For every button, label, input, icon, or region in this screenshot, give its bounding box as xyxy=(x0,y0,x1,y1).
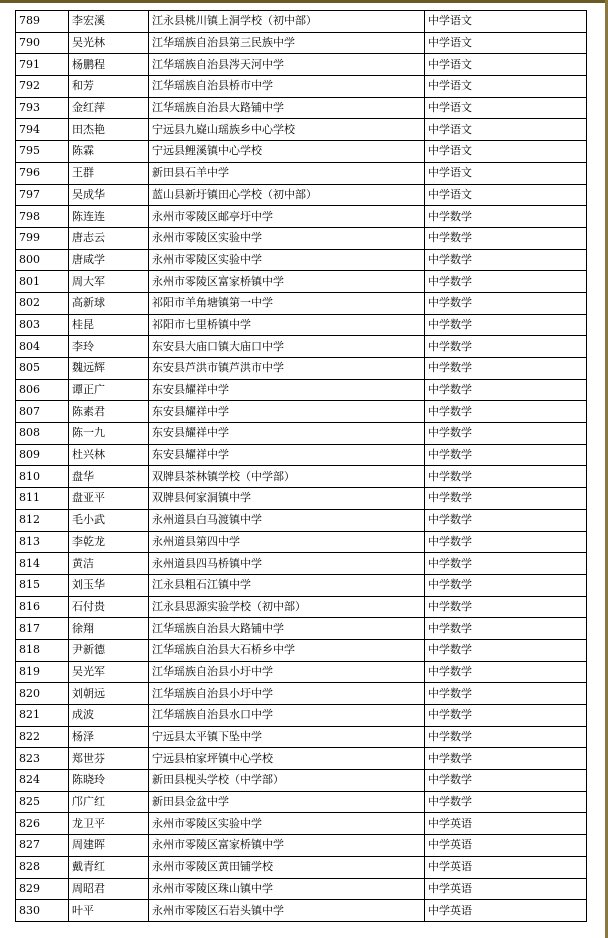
row-number-cell: 809 xyxy=(16,444,69,466)
school-name-cell: 东安县大庙口镇大庙口中学 xyxy=(149,336,425,358)
table-row xyxy=(16,32,587,54)
table-row xyxy=(16,141,587,163)
teacher-name-cell: 盘华 xyxy=(69,466,149,488)
table-row xyxy=(16,249,587,271)
subject-cell: 中学英语 xyxy=(425,835,587,857)
teacher-name-cell: 李宏溪 xyxy=(69,11,149,33)
subject-cell: 中学数学 xyxy=(425,227,587,249)
table-row xyxy=(16,76,587,98)
row-number-cell: 827 xyxy=(16,835,69,857)
row-number-cell: 822 xyxy=(16,726,69,748)
school-name-cell: 宁远县鲤溪镇中心学校 xyxy=(149,141,425,163)
school-name-cell: 永州道县四马桥镇中学 xyxy=(149,553,425,575)
table-row xyxy=(16,423,587,445)
table-row xyxy=(16,661,587,683)
table-row xyxy=(16,444,587,466)
row-number-cell: 801 xyxy=(16,271,69,293)
teacher-name-cell: 田杰艳 xyxy=(69,119,149,141)
table-row xyxy=(16,97,587,119)
top-accent-bar xyxy=(0,0,608,3)
subject-cell: 中学数学 xyxy=(425,553,587,575)
school-name-cell: 东安县芦洪市镇芦洪市中学 xyxy=(149,358,425,380)
school-name-cell: 永州市零陵区富家桥镇中学 xyxy=(149,835,425,857)
row-number-cell: 826 xyxy=(16,813,69,835)
row-number-cell: 829 xyxy=(16,878,69,900)
subject-cell: 中学语文 xyxy=(425,184,587,206)
subject-cell: 中学数学 xyxy=(425,271,587,293)
teacher-name-cell: 石付贵 xyxy=(69,596,149,618)
table-row xyxy=(16,11,587,33)
teacher-name-cell: 唐志云 xyxy=(69,227,149,249)
row-number-cell: 805 xyxy=(16,358,69,380)
subject-cell: 中学数学 xyxy=(425,206,587,228)
table-row xyxy=(16,379,587,401)
school-name-cell: 东安县耀祥中学 xyxy=(149,423,425,445)
teacher-name-cell: 周大军 xyxy=(69,271,149,293)
row-number-cell: 803 xyxy=(16,314,69,336)
subject-cell: 中学语文 xyxy=(425,32,587,54)
teacher-name-cell: 盘亚平 xyxy=(69,488,149,510)
teacher-name-cell: 唐咸学 xyxy=(69,249,149,271)
school-name-cell: 双牌县茶林镇学校（中学部） xyxy=(149,466,425,488)
subject-cell: 中学数学 xyxy=(425,661,587,683)
row-number-cell: 798 xyxy=(16,206,69,228)
row-number-cell: 814 xyxy=(16,553,69,575)
school-name-cell: 永州市零陵区实验中学 xyxy=(149,813,425,835)
school-name-cell: 东安县耀祥中学 xyxy=(149,379,425,401)
school-name-cell: 江永县桃川镇上洞学校（初中部） xyxy=(149,11,425,33)
subject-cell: 中学语文 xyxy=(425,11,587,33)
subject-cell: 中学数学 xyxy=(425,770,587,792)
row-number-cell: 794 xyxy=(16,119,69,141)
subject-cell: 中学英语 xyxy=(425,856,587,878)
school-name-cell: 江华瑶族自治县桥市中学 xyxy=(149,76,425,98)
subject-cell: 中学数学 xyxy=(425,531,587,553)
subject-cell: 中学数学 xyxy=(425,336,587,358)
table-row xyxy=(16,835,587,857)
subject-cell: 中学数学 xyxy=(425,618,587,640)
school-name-cell: 永州市零陵区邮亭圩中学 xyxy=(149,206,425,228)
teacher-name-cell: 陈连连 xyxy=(69,206,149,228)
row-number-cell: 821 xyxy=(16,705,69,727)
teacher-name-cell: 李乾龙 xyxy=(69,531,149,553)
row-number-cell: 816 xyxy=(16,596,69,618)
row-number-cell: 820 xyxy=(16,683,69,705)
row-number-cell: 806 xyxy=(16,379,69,401)
row-number-cell: 790 xyxy=(16,32,69,54)
teacher-name-cell: 尹新德 xyxy=(69,639,149,661)
school-name-cell: 宁远县九嶷山瑶族乡中心学校 xyxy=(149,119,425,141)
teacher-name-cell: 金红萍 xyxy=(69,97,149,119)
subject-cell: 中学数学 xyxy=(425,423,587,445)
table-row xyxy=(16,466,587,488)
subject-cell: 中学数学 xyxy=(425,791,587,813)
row-number-cell: 825 xyxy=(16,791,69,813)
subject-cell: 中学数学 xyxy=(425,444,587,466)
school-name-cell: 永州道县第四中学 xyxy=(149,531,425,553)
table-row xyxy=(16,596,587,618)
row-number-cell: 793 xyxy=(16,97,69,119)
subject-cell: 中学数学 xyxy=(425,249,587,271)
teacher-name-cell: 周昭君 xyxy=(69,878,149,900)
subject-cell: 中学数学 xyxy=(425,314,587,336)
teacher-name-cell: 高新球 xyxy=(69,292,149,314)
table-row xyxy=(16,54,587,76)
teacher-name-cell: 李玲 xyxy=(69,336,149,358)
table-row xyxy=(16,531,587,553)
teacher-name-cell: 刘玉华 xyxy=(69,574,149,596)
table-row xyxy=(16,748,587,770)
teacher-name-cell: 陈素君 xyxy=(69,401,149,423)
teacher-name-cell: 陈一九 xyxy=(69,423,149,445)
teacher-name-cell: 陈霖 xyxy=(69,141,149,163)
table-row xyxy=(16,705,587,727)
table-row xyxy=(16,119,587,141)
table-row xyxy=(16,770,587,792)
subject-cell: 中学语文 xyxy=(425,97,587,119)
school-name-cell: 江华瑶族自治县第三民族中学 xyxy=(149,32,425,54)
school-name-cell: 江华瑶族自治县大路铺中学 xyxy=(149,618,425,640)
teacher-name-cell: 邝广红 xyxy=(69,791,149,813)
school-name-cell: 永州市零陵区黄田铺学校 xyxy=(149,856,425,878)
subject-cell: 中学数学 xyxy=(425,596,587,618)
table-row xyxy=(16,683,587,705)
subject-cell: 中学数学 xyxy=(425,683,587,705)
row-number-cell: 792 xyxy=(16,76,69,98)
row-number-cell: 804 xyxy=(16,336,69,358)
row-number-cell: 802 xyxy=(16,292,69,314)
table-row xyxy=(16,639,587,661)
school-name-cell: 宁远县太平镇下坠中学 xyxy=(149,726,425,748)
row-number-cell: 823 xyxy=(16,748,69,770)
school-name-cell: 永州市零陵区珠山镇中学 xyxy=(149,878,425,900)
school-name-cell: 祁阳市七里桥镇中学 xyxy=(149,314,425,336)
school-name-cell: 双牌县何家洞镇中学 xyxy=(149,488,425,510)
roster-body xyxy=(16,11,587,922)
table-row xyxy=(16,336,587,358)
row-number-cell: 819 xyxy=(16,661,69,683)
teacher-name-cell: 杨泽 xyxy=(69,726,149,748)
row-number-cell: 830 xyxy=(16,900,69,922)
school-name-cell: 永州市零陵区实验中学 xyxy=(149,227,425,249)
subject-cell: 中学语文 xyxy=(425,54,587,76)
school-name-cell: 江永县粗石江镇中学 xyxy=(149,574,425,596)
school-name-cell: 东安县耀祥中学 xyxy=(149,444,425,466)
teacher-name-cell: 吴光军 xyxy=(69,661,149,683)
row-number-cell: 824 xyxy=(16,770,69,792)
teacher-name-cell: 桂昆 xyxy=(69,314,149,336)
row-number-cell: 818 xyxy=(16,639,69,661)
school-name-cell: 永州道县白马渡镇中学 xyxy=(149,509,425,531)
school-name-cell: 江华瑶族自治县小圩中学 xyxy=(149,683,425,705)
subject-cell: 中学英语 xyxy=(425,813,587,835)
subject-cell: 中学数学 xyxy=(425,401,587,423)
teacher-name-cell: 周建晖 xyxy=(69,835,149,857)
school-name-cell: 蓝山县新圩镇田心学校（初中部） xyxy=(149,184,425,206)
school-name-cell: 江永县思源实验学校（初中部） xyxy=(149,596,425,618)
subject-cell: 中学英语 xyxy=(425,900,587,922)
row-number-cell: 797 xyxy=(16,184,69,206)
school-name-cell: 宁远县柏家坪镇中心学校 xyxy=(149,748,425,770)
table-row xyxy=(16,162,587,184)
subject-cell: 中学数学 xyxy=(425,466,587,488)
row-number-cell: 810 xyxy=(16,466,69,488)
table-row xyxy=(16,206,587,228)
subject-cell: 中学英语 xyxy=(425,878,587,900)
table-row xyxy=(16,813,587,835)
table-row xyxy=(16,856,587,878)
row-number-cell: 815 xyxy=(16,574,69,596)
school-name-cell: 江华瑶族自治县涔天河中学 xyxy=(149,54,425,76)
table-row xyxy=(16,184,587,206)
teacher-name-cell: 吴成华 xyxy=(69,184,149,206)
subject-cell: 中学数学 xyxy=(425,748,587,770)
school-name-cell: 永州市零陵区富家桥镇中学 xyxy=(149,271,425,293)
teacher-name-cell: 徐翔 xyxy=(69,618,149,640)
subject-cell: 中学数学 xyxy=(425,292,587,314)
row-number-cell: 807 xyxy=(16,401,69,423)
school-name-cell: 江华瑶族自治县小圩中学 xyxy=(149,661,425,683)
table-row xyxy=(16,488,587,510)
teacher-name-cell: 陈晓玲 xyxy=(69,770,149,792)
subject-cell: 中学数学 xyxy=(425,574,587,596)
school-name-cell: 祁阳市羊角塘镇第一中学 xyxy=(149,292,425,314)
row-number-cell: 795 xyxy=(16,141,69,163)
teacher-name-cell: 和芳 xyxy=(69,76,149,98)
subject-cell: 中学数学 xyxy=(425,488,587,510)
school-name-cell: 江华瑶族自治县大石桥乡中学 xyxy=(149,639,425,661)
row-number-cell: 808 xyxy=(16,423,69,445)
teacher-name-cell: 刘朝远 xyxy=(69,683,149,705)
row-number-cell: 813 xyxy=(16,531,69,553)
teacher-name-cell: 吴光林 xyxy=(69,32,149,54)
teacher-roster-table xyxy=(15,10,587,922)
subject-cell: 中学语文 xyxy=(425,119,587,141)
table-row xyxy=(16,553,587,575)
subject-cell: 中学数学 xyxy=(425,379,587,401)
school-name-cell: 新田县枧头学校（中学部） xyxy=(149,770,425,792)
table-row xyxy=(16,271,587,293)
table-row xyxy=(16,292,587,314)
subject-cell: 中学数学 xyxy=(425,705,587,727)
teacher-name-cell: 戴青红 xyxy=(69,856,149,878)
table-row xyxy=(16,401,587,423)
teacher-name-cell: 叶平 xyxy=(69,900,149,922)
table-row xyxy=(16,314,587,336)
table-row xyxy=(16,791,587,813)
row-number-cell: 812 xyxy=(16,509,69,531)
teacher-name-cell: 魏远辉 xyxy=(69,358,149,380)
teacher-name-cell: 成波 xyxy=(69,705,149,727)
row-number-cell: 800 xyxy=(16,249,69,271)
table-row xyxy=(16,509,587,531)
teacher-name-cell: 杜兴林 xyxy=(69,444,149,466)
school-name-cell: 东安县耀祥中学 xyxy=(149,401,425,423)
teacher-name-cell: 龙卫平 xyxy=(69,813,149,835)
school-name-cell: 新田县石羊中学 xyxy=(149,162,425,184)
school-name-cell: 新田县金盆中学 xyxy=(149,791,425,813)
table-row xyxy=(16,574,587,596)
subject-cell: 中学语文 xyxy=(425,141,587,163)
teacher-name-cell: 毛小武 xyxy=(69,509,149,531)
table-row xyxy=(16,900,587,922)
row-number-cell: 811 xyxy=(16,488,69,510)
row-number-cell: 796 xyxy=(16,162,69,184)
subject-cell: 中学数学 xyxy=(425,509,587,531)
table-row xyxy=(16,878,587,900)
teacher-name-cell: 郑世芬 xyxy=(69,748,149,770)
teacher-name-cell: 杨鹏程 xyxy=(69,54,149,76)
table-row xyxy=(16,726,587,748)
subject-cell: 中学语文 xyxy=(425,162,587,184)
teacher-name-cell: 谭正广 xyxy=(69,379,149,401)
row-number-cell: 791 xyxy=(16,54,69,76)
table-row xyxy=(16,358,587,380)
teacher-name-cell: 黄洁 xyxy=(69,553,149,575)
table-row xyxy=(16,618,587,640)
subject-cell: 中学数学 xyxy=(425,639,587,661)
school-name-cell: 江华瑶族自治县水口中学 xyxy=(149,705,425,727)
subject-cell: 中学数学 xyxy=(425,358,587,380)
row-number-cell: 789 xyxy=(16,11,69,33)
row-number-cell: 799 xyxy=(16,227,69,249)
subject-cell: 中学数学 xyxy=(425,726,587,748)
school-name-cell: 永州市零陵区石岩头镇中学 xyxy=(149,900,425,922)
school-name-cell: 永州市零陵区实验中学 xyxy=(149,249,425,271)
row-number-cell: 828 xyxy=(16,856,69,878)
subject-cell: 中学语文 xyxy=(425,76,587,98)
teacher-name-cell: 王群 xyxy=(69,162,149,184)
row-number-cell: 817 xyxy=(16,618,69,640)
school-name-cell: 江华瑶族自治县大路铺中学 xyxy=(149,97,425,119)
table-row xyxy=(16,227,587,249)
